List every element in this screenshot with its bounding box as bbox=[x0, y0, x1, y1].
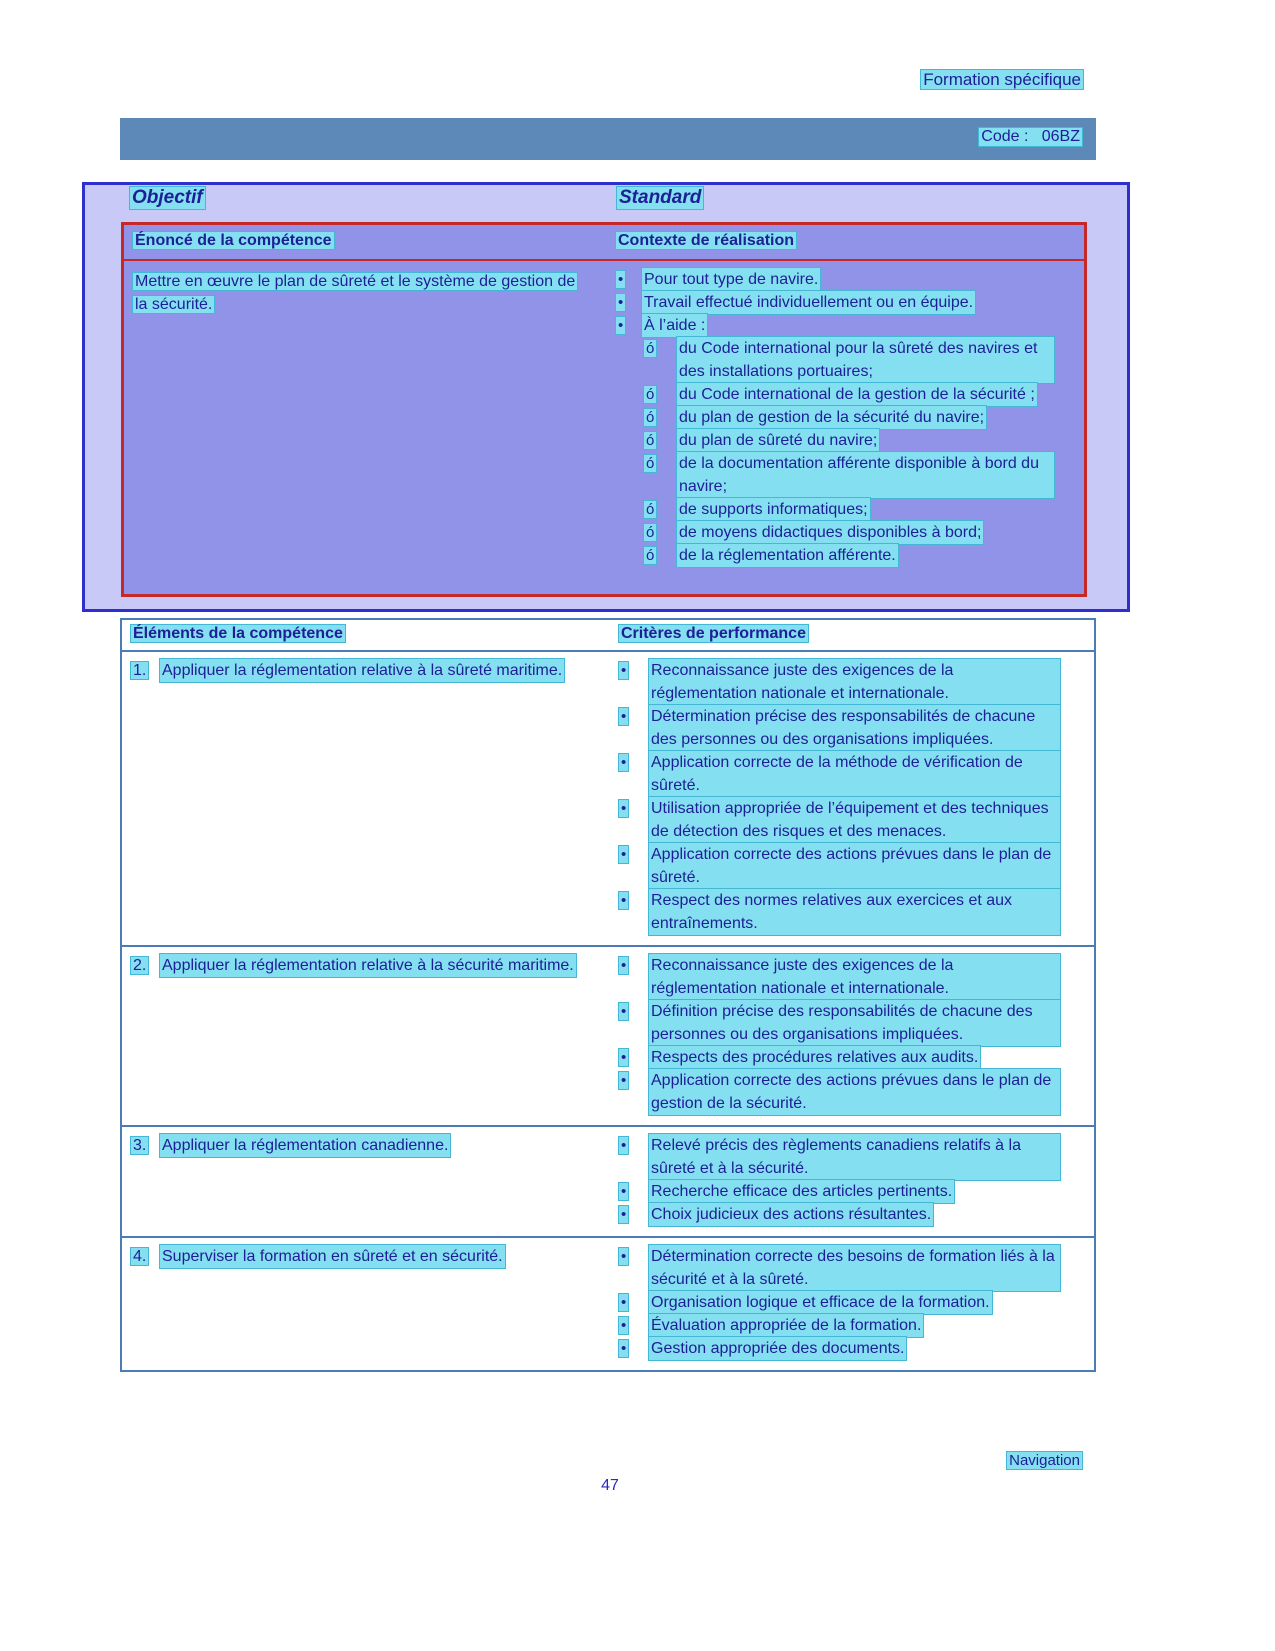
criteria-item bbox=[619, 659, 1060, 705]
bullet-icon: • bbox=[621, 662, 627, 679]
sub-bullet-icon: ó bbox=[646, 409, 655, 426]
bullet-icon: • bbox=[618, 271, 624, 288]
number-gutter bbox=[131, 1245, 160, 1268]
number-gutter bbox=[131, 1134, 160, 1157]
bullet-gutter bbox=[619, 1245, 649, 1268]
element-text: Appliquer la réglementation relative à la sécurité maritime. bbox=[160, 954, 576, 977]
criteria-text: Reconnaissance juste des exigences de la réglementation nationale et internationale. bbox=[649, 954, 1060, 1000]
criteria-text: Application correcte des actions prévues dans le plan de sûreté. bbox=[649, 843, 1060, 889]
bullet-gutter bbox=[619, 797, 649, 820]
context-subitem-text: de la documentation afférente disponible à bord du navire; bbox=[677, 452, 1054, 498]
criteria-text: Respect des normes relatives aux exercices et aux entraînements. bbox=[649, 889, 1060, 935]
criteria-cell bbox=[619, 1134, 1094, 1226]
context-subitem bbox=[644, 337, 1054, 383]
sub-bullet-gutter bbox=[644, 337, 677, 360]
enonce-header-cell bbox=[124, 232, 613, 259]
sub-bullet-gutter bbox=[644, 544, 677, 567]
sub-bullet-icon: ó bbox=[646, 501, 655, 518]
bullet-icon: • bbox=[618, 317, 624, 334]
criteria-item bbox=[619, 843, 1060, 889]
number-gutter bbox=[131, 659, 160, 682]
criteria-item bbox=[619, 797, 1060, 843]
bullet-icon: • bbox=[621, 1340, 627, 1357]
criteria-item bbox=[619, 1000, 1060, 1046]
context-subitem bbox=[644, 544, 1054, 567]
element-number: 2. bbox=[133, 957, 147, 974]
standard-heading: Standard bbox=[619, 187, 702, 208]
sub-bullet-icon: ó bbox=[646, 432, 655, 449]
criteria-cell bbox=[619, 659, 1094, 935]
sub-bullet-icon: ó bbox=[646, 524, 655, 541]
bullet-gutter bbox=[619, 751, 649, 774]
bullet-gutter bbox=[619, 1203, 649, 1226]
context-item bbox=[616, 291, 1054, 314]
context-item-text: Pour tout type de navire. bbox=[642, 268, 820, 291]
context-subitem bbox=[644, 383, 1054, 406]
sub-bullet-gutter bbox=[644, 429, 677, 452]
bullet-gutter bbox=[616, 291, 642, 314]
elements-table-header bbox=[122, 620, 1094, 652]
bullet-icon: • bbox=[621, 1183, 627, 1200]
elements-header-label: Éléments de la compétence bbox=[133, 625, 343, 642]
context-item-text: À l’aide : bbox=[642, 314, 707, 337]
enonce-cell bbox=[124, 261, 613, 567]
contexte-cell bbox=[613, 261, 1084, 567]
bullet-icon: • bbox=[621, 1317, 627, 1334]
sub-bullet-icon: ó bbox=[646, 547, 655, 564]
bullet-gutter bbox=[616, 268, 642, 291]
bullet-icon: • bbox=[621, 1137, 627, 1154]
bullet-icon: • bbox=[621, 800, 627, 817]
sub-bullet-gutter bbox=[644, 452, 677, 475]
bullet-gutter bbox=[619, 1134, 649, 1157]
bullet-icon: • bbox=[621, 1072, 627, 1089]
criteria-text: Relevé précis des règlements canadiens relatifs à la sûreté et à la sécurité. bbox=[649, 1134, 1060, 1180]
enonce-header-label: Énoncé de la compétence bbox=[135, 232, 332, 249]
objectif-standard-section bbox=[82, 182, 1130, 612]
bullet-gutter bbox=[619, 1291, 649, 1314]
bullet-icon: • bbox=[621, 1248, 627, 1265]
criteria-header-label: Critères de performance bbox=[621, 625, 806, 642]
objectif-heading: Objectif bbox=[132, 187, 203, 208]
context-item bbox=[616, 314, 1054, 337]
criteria-cell bbox=[619, 954, 1094, 1115]
title-bar bbox=[120, 118, 1096, 160]
bullet-icon: • bbox=[621, 1294, 627, 1311]
bullet-icon: • bbox=[621, 892, 627, 909]
element-number: 4. bbox=[133, 1248, 147, 1265]
header-note-text: Formation spécifique bbox=[923, 70, 1081, 89]
table-row bbox=[122, 1238, 1094, 1370]
criteria-item bbox=[619, 1046, 1060, 1069]
sub-bullet-gutter bbox=[644, 521, 677, 544]
criteria-item bbox=[619, 1291, 1060, 1314]
bullet-gutter bbox=[619, 1314, 649, 1337]
element-number: 3. bbox=[133, 1137, 147, 1154]
table-row bbox=[122, 1127, 1094, 1238]
criteria-item bbox=[619, 705, 1060, 751]
criteria-item bbox=[619, 1337, 1060, 1360]
context-subitem-text: du Code international de la gestion de la sécurité ; bbox=[677, 383, 1037, 406]
bullet-gutter bbox=[619, 889, 649, 912]
bullet-gutter bbox=[619, 954, 649, 977]
element-cell bbox=[122, 1245, 619, 1360]
context-item bbox=[616, 268, 1054, 291]
criteria-header-cell bbox=[619, 625, 1094, 643]
context-subitem bbox=[644, 452, 1054, 498]
element-number: 1. bbox=[133, 662, 147, 679]
bullet-gutter bbox=[619, 659, 649, 682]
bullet-icon: • bbox=[621, 1049, 627, 1066]
context-subitem bbox=[644, 406, 1054, 429]
criteria-text: Application correcte des actions prévues dans le plan de gestion de la sécurité. bbox=[649, 1069, 1060, 1115]
criteria-text: Organisation logique et efficace de la formation. bbox=[649, 1291, 992, 1314]
bullet-gutter bbox=[619, 705, 649, 728]
sub-bullet-gutter bbox=[644, 406, 677, 429]
navigation-label[interactable]: Navigation bbox=[1009, 1452, 1080, 1469]
element-cell bbox=[122, 659, 619, 935]
sub-bullet-gutter bbox=[644, 498, 677, 521]
contexte-header-label: Contexte de réalisation bbox=[618, 232, 795, 249]
bullet-gutter bbox=[619, 843, 649, 866]
criteria-text: Utilisation appropriée de l’équipement et des techniques de détection des risques et des menaces. bbox=[649, 797, 1060, 843]
context-subitem-text: de supports informatiques; bbox=[677, 498, 870, 521]
criteria-item bbox=[619, 954, 1060, 1000]
bullet-gutter bbox=[619, 1046, 649, 1069]
element-text: Appliquer la réglementation relative à la sûreté maritime. bbox=[160, 659, 564, 682]
competence-table bbox=[121, 222, 1087, 597]
table-row bbox=[122, 947, 1094, 1127]
element-cell bbox=[122, 954, 619, 1115]
criteria-text: Gestion appropriée des documents. bbox=[649, 1337, 906, 1360]
criteria-item bbox=[619, 1203, 1060, 1226]
table-row bbox=[122, 652, 1094, 947]
sub-bullet-icon: ó bbox=[646, 340, 655, 357]
context-subitem bbox=[644, 429, 1054, 452]
criteria-item bbox=[619, 751, 1060, 797]
context-subitem-text: de moyens didactiques disponibles à bord; bbox=[677, 521, 983, 544]
criteria-text: Recherche efficace des articles pertinents. bbox=[649, 1180, 954, 1203]
contexte-header-cell bbox=[613, 232, 1084, 259]
criteria-text: Évaluation appropriée de la formation. bbox=[649, 1314, 923, 1337]
number-gutter bbox=[131, 954, 160, 977]
bullet-gutter bbox=[619, 1000, 649, 1023]
enonce-text: Mettre en œuvre le plan de sûreté et le système de gestion de la sécurité. bbox=[135, 273, 576, 313]
competence-table-body bbox=[124, 261, 1084, 567]
element-text: Superviser la formation en sûreté et en sécurité. bbox=[160, 1245, 505, 1268]
competence-table-header bbox=[124, 225, 1084, 261]
criteria-item bbox=[619, 1245, 1060, 1291]
elements-header-cell bbox=[122, 625, 619, 643]
context-subitem-text: du Code international pour la sûreté des navires et des installations portuaires; bbox=[677, 337, 1054, 383]
element-cell bbox=[122, 1134, 619, 1226]
criteria-text: Respects des procédures relatives aux audits. bbox=[649, 1046, 980, 1069]
criteria-item bbox=[619, 1314, 1060, 1337]
criteria-text: Choix judicieux des actions résultantes. bbox=[649, 1203, 933, 1226]
bullet-icon: • bbox=[621, 957, 627, 974]
sub-bullet-icon: ó bbox=[646, 386, 655, 403]
header-note bbox=[921, 70, 1083, 90]
element-text: Appliquer la réglementation canadienne. bbox=[160, 1134, 450, 1157]
context-subitem-text: du plan de gestion de la sécurité du navire; bbox=[677, 406, 986, 429]
criteria-text: Application correcte de la méthode de vérification de sûreté. bbox=[649, 751, 1060, 797]
context-item-text: Travail effectué individuellement ou en équipe. bbox=[642, 291, 975, 314]
criteria-cell bbox=[619, 1245, 1094, 1360]
criteria-item bbox=[619, 1134, 1060, 1180]
context-subitem-text: de la réglementation afférente. bbox=[677, 544, 898, 567]
criteria-item bbox=[619, 1180, 1060, 1203]
criteria-text: Définition précise des responsabilités de chacune des personnes ou des organisations impliquées. bbox=[649, 1000, 1060, 1046]
sub-bullet-icon: ó bbox=[646, 455, 655, 472]
bullet-gutter bbox=[619, 1337, 649, 1360]
bullet-icon: • bbox=[621, 1003, 627, 1020]
context-subitem bbox=[644, 521, 1054, 544]
bullet-gutter bbox=[619, 1180, 649, 1203]
sub-bullet-gutter bbox=[644, 383, 677, 406]
page-number: 47 bbox=[601, 1477, 619, 1494]
bullet-gutter bbox=[619, 1069, 649, 1092]
code-label: Code : 06BZ bbox=[981, 128, 1080, 145]
criteria-text: Reconnaissance juste des exigences de la réglementation nationale et internationale. bbox=[649, 659, 1060, 705]
context-subitem bbox=[644, 498, 1054, 521]
bullet-icon: • bbox=[621, 846, 627, 863]
bullet-gutter bbox=[616, 314, 642, 337]
criteria-text: Détermination correcte des besoins de formation liés à la sécurité et à la sûreté. bbox=[649, 1245, 1060, 1291]
criteria-item bbox=[619, 1069, 1060, 1115]
bullet-icon: • bbox=[621, 754, 627, 771]
navigation-link[interactable] bbox=[1007, 1452, 1082, 1469]
criteria-text: Détermination précise des responsabilités de chacune des personnes ou des organisations impliquées. bbox=[649, 705, 1060, 751]
bullet-icon: • bbox=[618, 294, 624, 311]
bullet-icon: • bbox=[621, 1206, 627, 1223]
context-subitem-text: du plan de sûreté du navire; bbox=[677, 429, 879, 452]
bullet-icon: • bbox=[621, 708, 627, 725]
elements-criteria-table bbox=[120, 618, 1096, 1372]
criteria-item bbox=[619, 889, 1060, 935]
